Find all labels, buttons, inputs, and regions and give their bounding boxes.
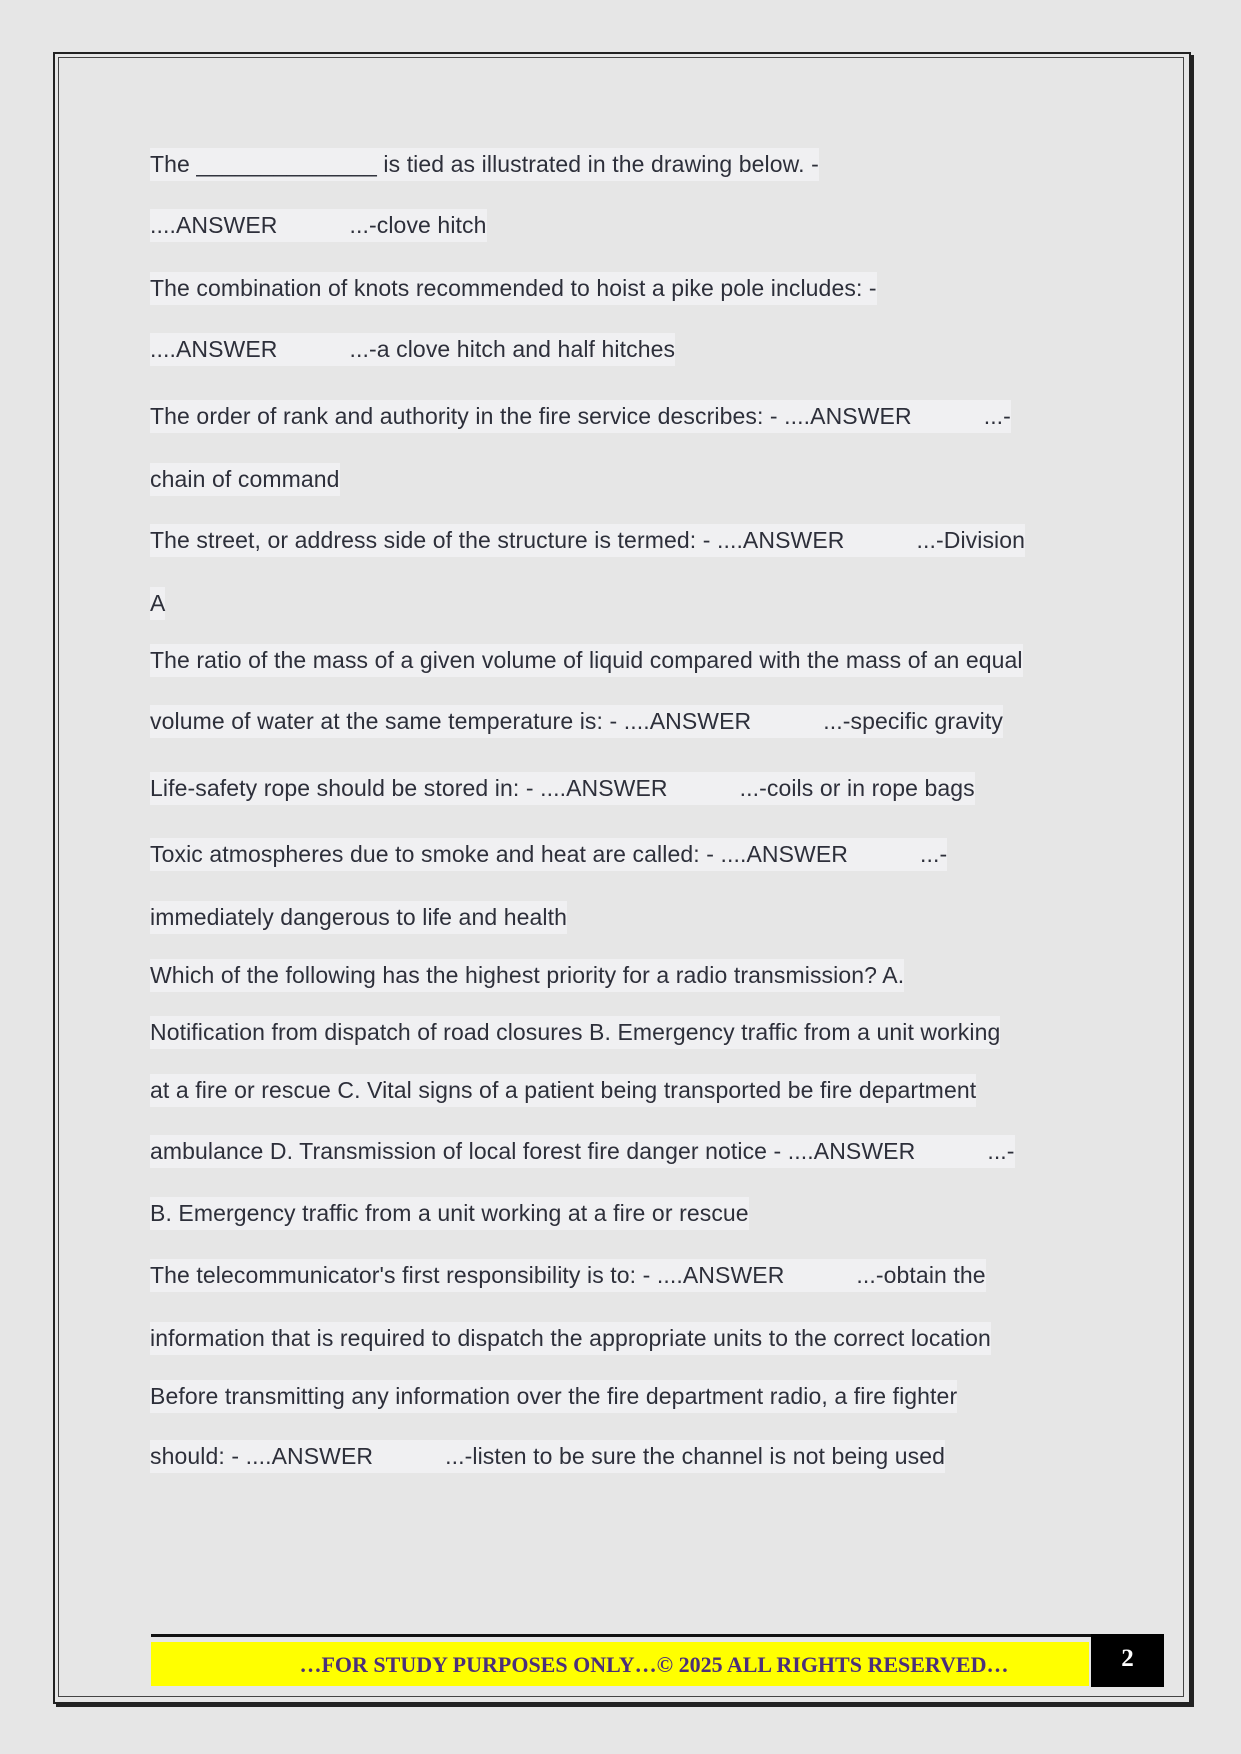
answer-text: ...-coils or in rope bags <box>739 775 975 801</box>
text-segment: Notification from dispatch of road closures B. Emergency traffic from a unit working <box>150 1019 1001 1045</box>
text-segment: ambulance D. Transmission of local forest fire danger notice - ....ANSWER <box>150 1138 916 1164</box>
answer-marker: ....ANSWER <box>150 212 278 238</box>
footer-text: …FOR STUDY PURPOSES ONLY…© 2025 ALL RIGHTS RESERVED… <box>299 1652 1009 1677</box>
footer-banner <box>151 1642 1089 1686</box>
text-line <box>150 838 947 871</box>
answer-text: ...- <box>983 403 1011 429</box>
text-segment: volume of water at the same temperature is: - ....ANSWER <box>150 708 752 734</box>
text-line <box>150 1197 749 1230</box>
footer-rule <box>151 1634 1163 1637</box>
answer-text: ...-specific gravity <box>823 708 1003 734</box>
text-line <box>150 1016 1000 1049</box>
text-segment: at a fire or rescue C. Vital signs of a patient being transported be fire department <box>150 1077 977 1103</box>
page-number: 2 <box>1091 1634 1164 1687</box>
text-line <box>150 644 1023 677</box>
text-segment: should: - ....ANSWER <box>150 1443 374 1469</box>
answer-text: ...- <box>987 1138 1015 1164</box>
text-line <box>150 1259 986 1292</box>
text-line <box>150 148 819 181</box>
text-line <box>150 524 1025 557</box>
answer-text: chain of command <box>150 466 340 492</box>
text-line <box>150 1380 957 1413</box>
text-line <box>150 705 1003 738</box>
text-line <box>150 959 904 992</box>
text-line <box>150 901 567 934</box>
text-line <box>150 1322 991 1355</box>
answer-text: A <box>150 590 166 616</box>
answer-marker: ....ANSWER <box>150 336 278 362</box>
text-segment: The street, or address side of the structure is termed: - ....ANSWER <box>150 527 845 553</box>
text-line <box>150 463 340 496</box>
text-line <box>150 1440 945 1473</box>
answer-text: B. Emergency traffic from a unit working at a fire or rescue <box>150 1200 749 1226</box>
text-line <box>150 209 487 242</box>
text-line <box>150 587 165 620</box>
answer-text: information that is required to dispatch the appropriate units to the correct location <box>150 1325 991 1351</box>
text-segment: The telecommunicator's first responsibility is to: - ....ANSWER <box>150 1262 785 1288</box>
text-line <box>150 1135 1015 1168</box>
text-line <box>150 1074 976 1107</box>
answer-text: ...-a clove hitch and half hitches <box>349 336 676 362</box>
text-line <box>150 333 675 366</box>
text-segment: Before transmitting any information over the fire department radio, a fire fighter <box>150 1383 958 1409</box>
answer-text: ...- <box>920 841 948 867</box>
text-line <box>150 772 975 805</box>
answer-text: ...-obtain the <box>856 1262 986 1288</box>
answer-text: ...-clove hitch <box>349 212 487 238</box>
text-line <box>150 272 877 305</box>
text-segment: The ______________ is tied as illustrated in the drawing below. - <box>150 151 819 177</box>
text-segment: Life-safety rope should be stored in: - ....ANSWER <box>150 775 668 801</box>
text-segment: Which of the following has the highest priority for a radio transmission? A. <box>150 962 905 988</box>
text-line <box>150 400 1011 433</box>
text-segment: Toxic atmospheres due to smoke and heat are called: - ....ANSWER <box>150 841 848 867</box>
text-segment: The order of rank and authority in the fire service describes: - ....ANSWER <box>150 403 912 429</box>
text-segment: The combination of knots recommended to hoist a pike pole includes: - <box>150 275 877 301</box>
answer-text: immediately dangerous to life and health <box>150 904 567 930</box>
text-segment: The ratio of the mass of a given volume of liquid compared with the mass of an equal <box>150 647 1023 673</box>
answer-text: ...-listen to be sure the channel is not being used <box>445 1443 946 1469</box>
answer-text: ...-Division <box>916 527 1026 553</box>
